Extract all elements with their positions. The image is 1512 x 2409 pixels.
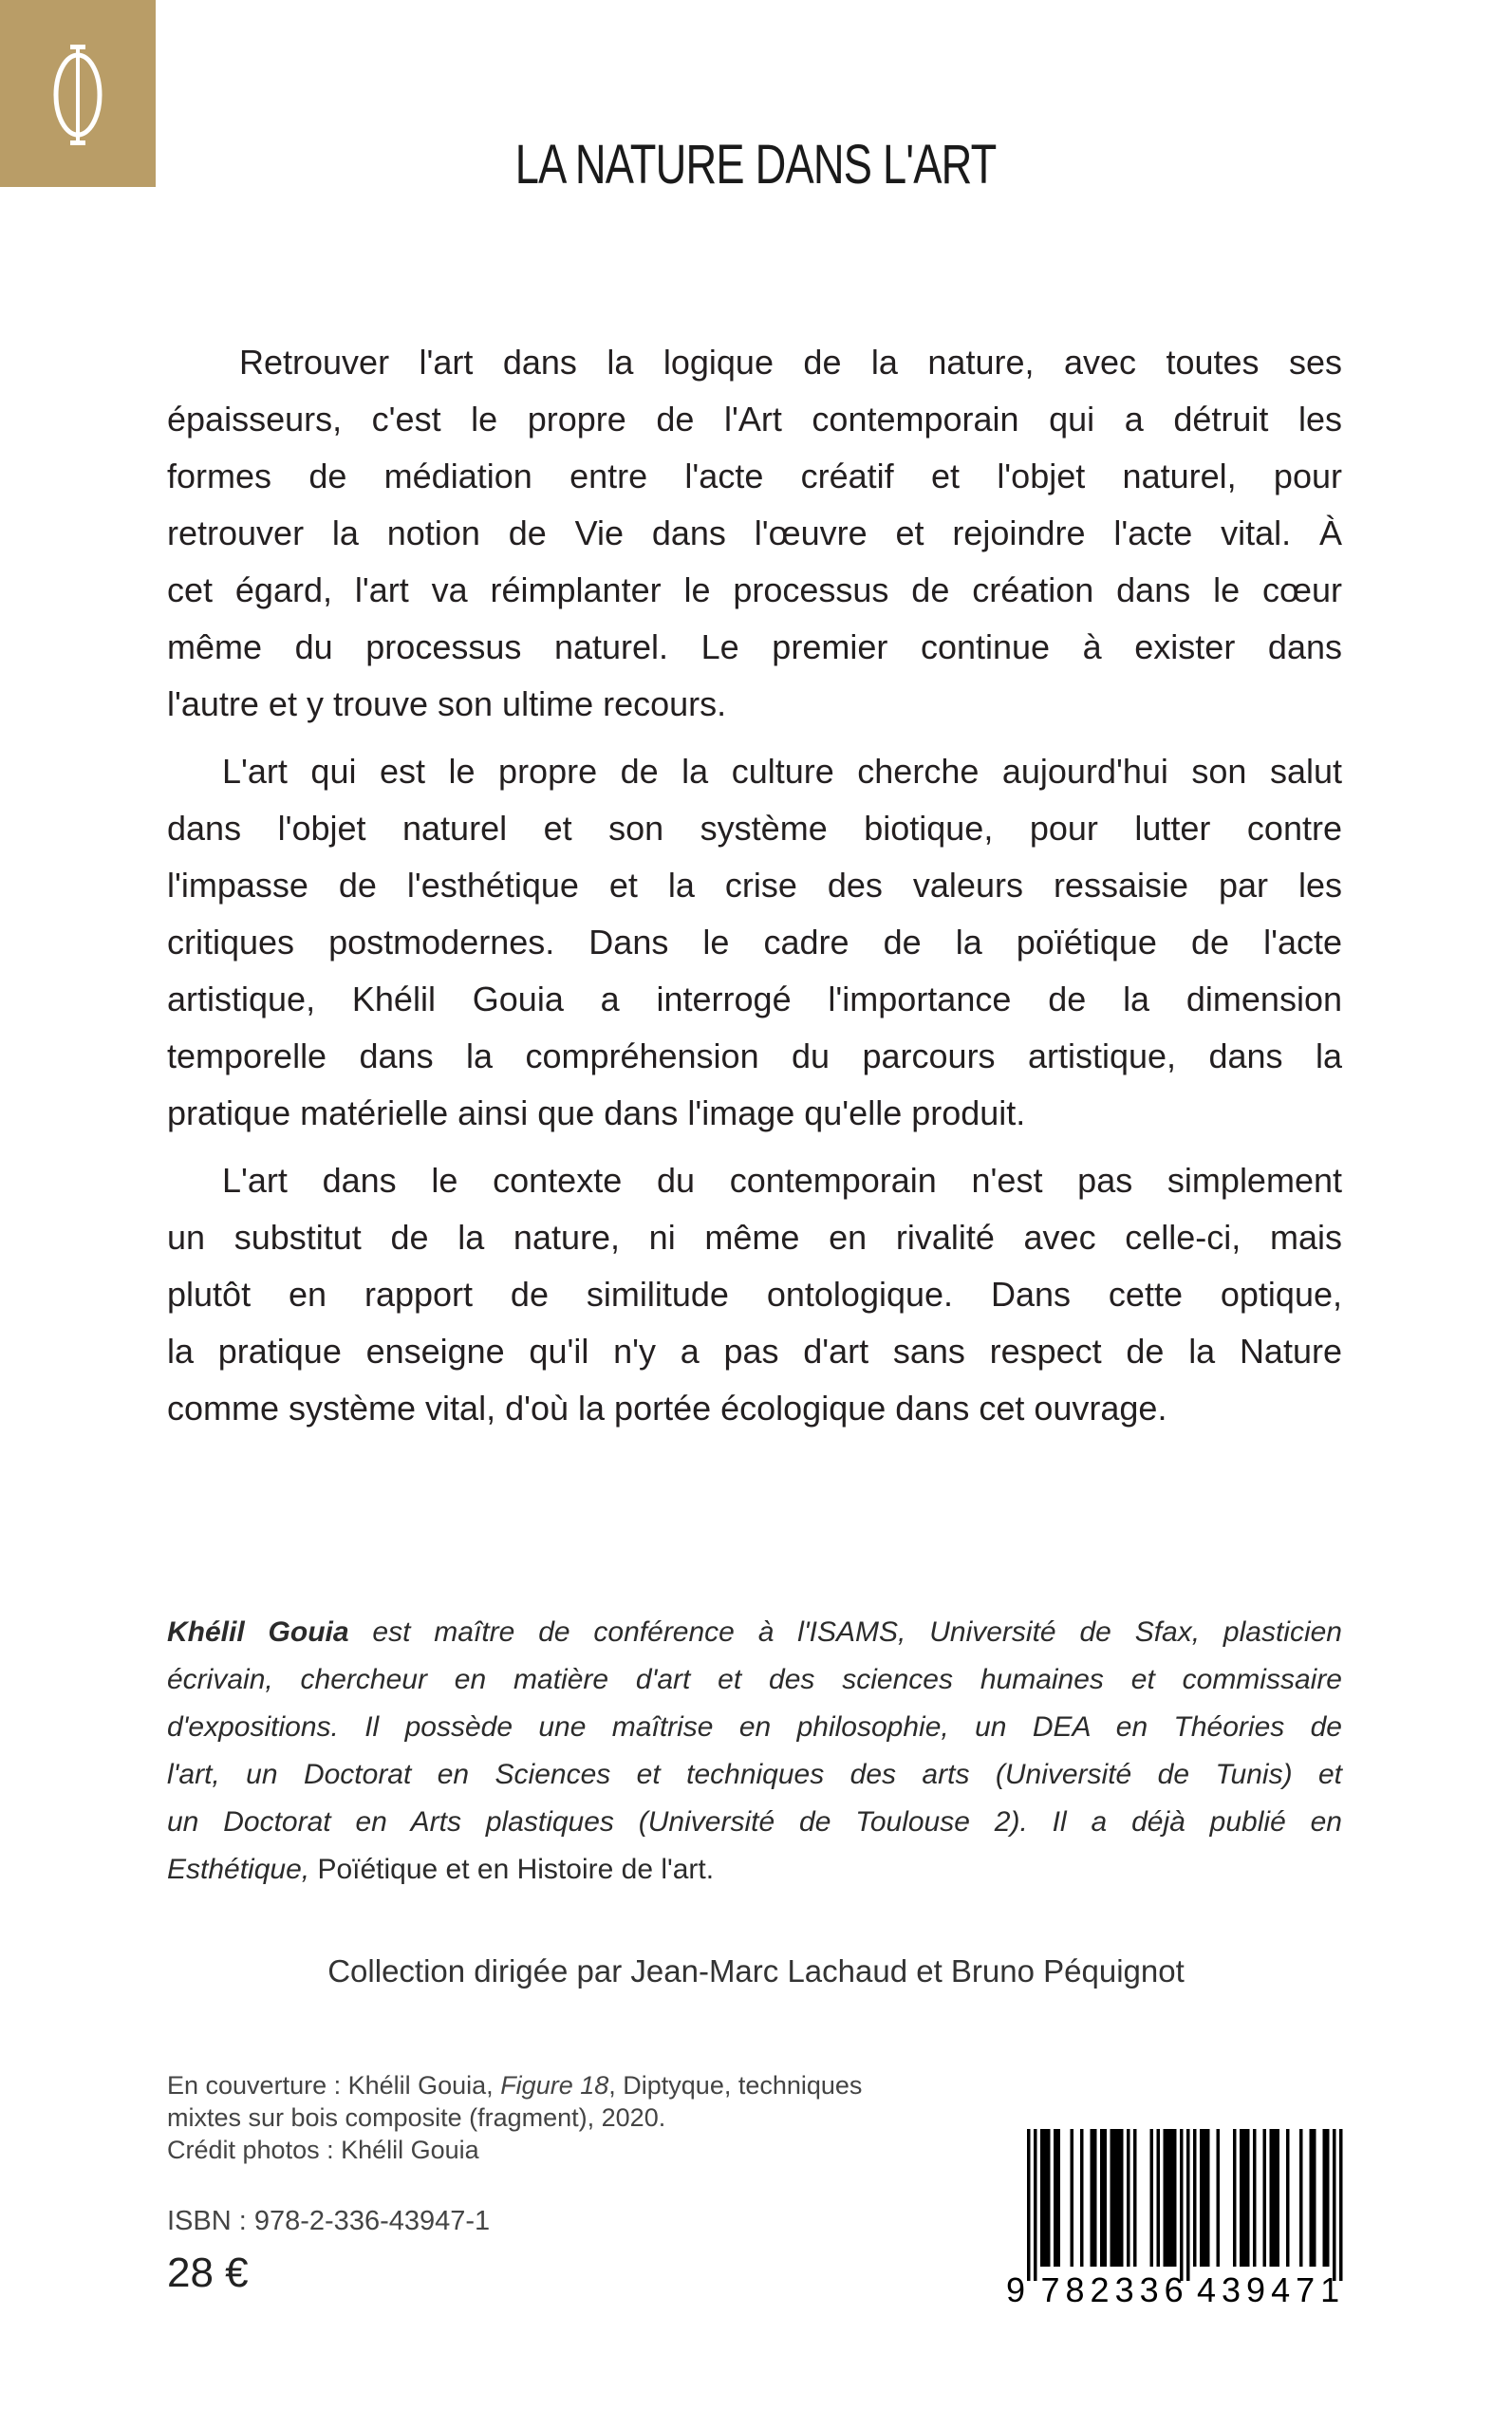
barcode-bar [1286,2129,1290,2267]
paragraph-line: plutôt en rapport de similitude ontologique. Dans cette optique, [167,1275,1342,1314]
paragraph-line: artistique, Khélil Gouia a interrogé l'importance de la dimension [167,980,1342,1018]
barcode-bar [1133,2129,1137,2267]
credit-text: En couverture : Khélil Gouia, [167,2071,501,2100]
bio-text: est maître de conférence à l'ISAMS, Université de Sfax, plasticien [348,1616,1342,1648]
barcode-bar [1263,2129,1267,2267]
barcode-bar [1157,2129,1161,2267]
barcode-bar [1277,2129,1280,2267]
paragraph-line: dans l'objet naturel et son système biotique, pour lutter contre [167,809,1342,848]
credit-text: , Diptyque, techniques [608,2071,863,2100]
barcode-bar [1093,2129,1097,2267]
barcode-bar [1044,2129,1048,2267]
paragraph [167,334,1342,733]
isbn: ISBN : 978-2-336-43947-1 [167,2206,491,2236]
barcode-bar [1027,2129,1031,2281]
barcode-bar [1310,2129,1314,2267]
paragraph-line: temporelle dans la compréhension du parcours artistique, dans la [167,1036,1342,1075]
barcode-bar [1243,2129,1247,2267]
barcode-bar [1253,2129,1257,2267]
barcode-bar [1240,2129,1243,2267]
collection-editors: Collection dirigée par Jean-Marc Lachaud et Bruno Péquignot [327,1953,1185,1989]
paragraph-line: Retrouver l'art dans la logique de la nature, avec toutes ses [239,343,1342,382]
barcode-bar [1117,2129,1121,2267]
barcode-bar [1173,2129,1177,2267]
barcode-bar [1111,2129,1114,2267]
paragraph-line: formes de médiation entre l'acte créatif et l'objet naturel, pour [167,457,1342,495]
paragraph [167,743,1342,1142]
phi-logo-icon [17,43,139,147]
paragraph [167,1152,1342,1437]
barcode-bar [1047,2129,1051,2267]
barcode-bar [1217,2129,1221,2267]
artwork-title: Figure 18 [500,2071,609,2100]
cover-credits [167,2069,862,2166]
paragraph-line: un substitut de la nature, ni même en rivalité avec celle-ci, mais [167,1218,1342,1257]
barcode-digits: 782336 [1040,2270,1189,2305]
barcode-bar [1313,2129,1316,2267]
barcode-bar [1071,2129,1074,2267]
barcode-bar [1333,2129,1336,2281]
barcode-bar [1113,2129,1117,2267]
bio-line: écrivain, chercheur en matière d'art et des sciences humaines et commissaire [167,1664,1342,1695]
barcode-bar [1034,2129,1037,2281]
barcode-bar [1204,2129,1207,2267]
barcode-bar [1127,2129,1130,2267]
barcode-bar [1180,2129,1184,2281]
paragraph-line: la pratique enseigne qu'il n'y a pas d'art sans respect de la Nature [167,1332,1342,1371]
barcode-bar [1323,2129,1327,2267]
paragraph-line: L'art qui est le propre de la culture cherche aujourd'hui son salut [222,752,1342,791]
barcode-bar [1170,2129,1174,2267]
barcode-bar [1054,2129,1057,2267]
barcode-bar [1080,2129,1084,2267]
barcode-bar [1233,2129,1237,2267]
credit-text: mixtes sur bois composite (fragment), 2020. [167,2103,666,2132]
barcode-bar [1167,2129,1170,2267]
isbn-barcode [1006,2129,1348,2305]
barcode-digits: 9 [1006,2270,1032,2305]
barcode-bar [1299,2129,1303,2267]
author-bio [167,1609,1342,1894]
bio-line: l'art, un Doctorat en Sciences et techniques des arts (Université de Tunis) et [167,1759,1342,1790]
barcode-bar [1273,2129,1277,2267]
barcode-bar [1100,2129,1104,2267]
barcode-bar [1091,2129,1094,2267]
publisher-logo [0,0,156,187]
author-name: Khélil Gouia [167,1616,349,1648]
paragraph-line: critiques postmodernes. Dans le cadre de la poïétique de l'acte [167,923,1342,962]
barcode-bar [1120,2129,1124,2267]
paragraph-line: comme système vital, d'où la portée écologique dans cet ouvrage. [167,1389,1167,1428]
paragraph-line: épaisseurs, c'est le propre de l'Art contemporain qui a détruit les [167,400,1342,439]
price: 28 € [167,2250,249,2296]
paragraph-line: cet égard, l'art va réimplanter le processus de création dans le cœur [167,570,1342,609]
barcode-bar [1270,2129,1274,2267]
barcode-bar [1193,2129,1197,2267]
barcode-digits: 439471 [1197,2270,1346,2305]
book-title: LA NATURE DANS L'ART [514,134,997,196]
bio-text: Poïétique et en Histoire de l'art. [309,1854,715,1885]
photo-credit: Crédit photos : Khélil Gouia [167,2136,479,2164]
barcode-bar [1339,2129,1343,2281]
barcode-bar [1206,2129,1210,2267]
barcode-bar [1200,2129,1204,2267]
bio-line: un Doctorat en Arts plastiques (Université de Toulouse 2). Il a déjà publié en [167,1806,1342,1838]
barcode-bar [1186,2129,1190,2281]
paragraph-line: l'impasse de l'esthétique et la crise des valeurs ressaisie par les [167,866,1342,905]
bio-line: d'expositions. Il possède une maîtrise en philosophie, un DEA en Théories de [167,1711,1342,1743]
barcode-bar [1150,2129,1154,2267]
barcode-bar [1040,2129,1044,2267]
bio-text: Esthétique, [167,1854,310,1885]
barcode-bar [1326,2129,1330,2267]
blurb [167,334,1342,1447]
paragraph-line: l'autre et y trouve son ultime recours. [167,684,727,723]
barcode-bar [1057,2129,1061,2267]
barcode-bar [1246,2129,1250,2267]
paragraph-line: même du processus naturel. Le premier continue à exister dans [167,627,1342,666]
barcode-bar [1104,2129,1108,2267]
paragraph-line: pratique matérielle ainsi que dans l'image qu'elle produit. [167,1093,1026,1132]
paragraph-line: retrouver la notion de Vie dans l'œuvre et rejoindre l'acte vital. À [167,514,1342,552]
paragraph-line: L'art dans le contexte du contemporain n'est pas simplement [222,1161,1342,1200]
barcode-bar [1164,2129,1167,2267]
